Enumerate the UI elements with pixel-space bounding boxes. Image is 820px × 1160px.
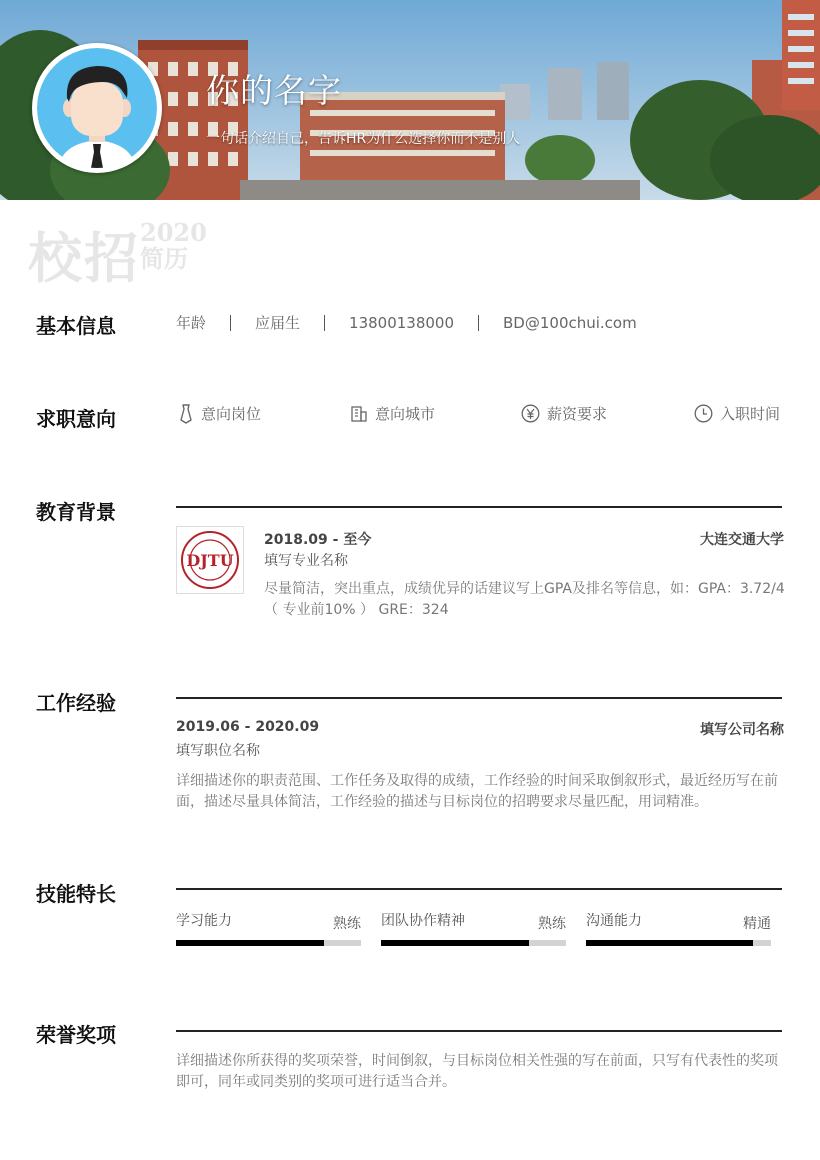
info-divider [324, 315, 325, 331]
intent-city [350, 403, 435, 424]
work-description [176, 771, 788, 813]
education-desc-line: （ 专业前10% ） GRE：324 [264, 602, 449, 618]
skill-level: 熟练 [538, 916, 566, 932]
info-email: BD@100chui.com [503, 313, 637, 332]
building-icon [350, 405, 368, 423]
intent-start-label: 入职时间 [720, 405, 781, 423]
avatar [32, 43, 162, 173]
education-description [264, 579, 788, 621]
intent-salary [521, 403, 607, 424]
info-phone: 13800138000 [349, 313, 455, 332]
skill-bar-fill [586, 940, 753, 946]
honors-desc-line: 详细描述你所获得的奖项荣誉，时间倒叙，与目标岗位相关性强的写在前面，只写有代表性的奖项 [176, 1053, 778, 1069]
intent-start [694, 403, 780, 424]
info-status: 应届生 [255, 314, 301, 332]
honors-desc-line: 即可，同年或同类别的奖项可进行适当合并。 [176, 1074, 456, 1090]
education-date: 2018.09 - 至今 [264, 532, 372, 548]
education-school: 大连交通大学 [700, 532, 784, 548]
yen-icon [521, 404, 540, 423]
section-title-education: 教育背景 [36, 500, 116, 524]
watermark-small-text [140, 220, 207, 272]
info-divider [230, 315, 231, 331]
candidate-tagline: 一句话介绍自己，告诉HR为什么选择你而不是别人 [206, 131, 521, 147]
skill-name: 团队协作精神 [381, 913, 465, 929]
section-title-work: 工作经验 [36, 691, 116, 715]
intent-position-label: 意向岗位 [201, 405, 262, 423]
work-company: 填写公司名称 [700, 722, 784, 738]
tie-icon [178, 404, 194, 424]
skill-bar-track [586, 940, 771, 946]
education-major: 填写专业名称 [264, 553, 348, 569]
section-rule [176, 697, 782, 699]
watermark-big-text: 校招 [28, 226, 140, 290]
work-title: 填写职位名称 [176, 743, 260, 759]
intent-city-label: 意向城市 [375, 405, 436, 423]
work-date: 2019.06 - 2020.09 [176, 719, 320, 735]
section-rule [176, 1030, 782, 1032]
honors-description [176, 1051, 788, 1093]
watermark-year: 2020 [140, 218, 207, 247]
intent-position [178, 403, 261, 424]
skill-bar-fill [381, 940, 529, 946]
section-title-honors: 荣誉奖项 [36, 1023, 116, 1047]
skill-level: 精通 [743, 916, 771, 932]
university-logo [176, 526, 244, 594]
avatar-illustration-icon [37, 48, 157, 168]
skill-level: 熟练 [333, 916, 361, 932]
logo-text: DJTU [186, 551, 234, 570]
skill-bar-track [176, 940, 361, 946]
watermark-resume: 简历 [140, 244, 188, 273]
work-desc-line: 详细描述你的职责范围、工作任务及取得的成绩，工作经验的时间采取倒叙形式，最近经历写在前 [176, 773, 778, 789]
skill-name: 学习能力 [176, 913, 232, 929]
section-rule [176, 888, 782, 890]
skill-bar-track [381, 940, 566, 946]
basic-info-row [176, 312, 637, 333]
candidate-name: 你的名字 [206, 71, 342, 110]
section-title-skills: 技能特长 [36, 882, 116, 906]
info-age: 年龄 [176, 314, 207, 332]
clock-icon [694, 404, 713, 423]
education-desc-line: 尽量简洁，突出重点，成绩优异的话建议写上GPA及排名等信息，如：GPA：3.72/4 [264, 581, 785, 597]
work-desc-line: 面，描述尽量具体简洁，工作经验的描述与目标岗位的招聘要求尽量匹配，用词精准。 [176, 794, 708, 810]
intent-salary-label: 薪资要求 [547, 405, 608, 423]
section-rule [176, 506, 782, 508]
section-title-intent: 求职意向 [36, 407, 116, 431]
skill-bar-fill [176, 940, 324, 946]
university-seal-icon [180, 530, 240, 590]
info-divider [478, 315, 479, 331]
section-title-basic: 基本信息 [36, 314, 116, 338]
skill-name: 沟通能力 [586, 913, 642, 929]
